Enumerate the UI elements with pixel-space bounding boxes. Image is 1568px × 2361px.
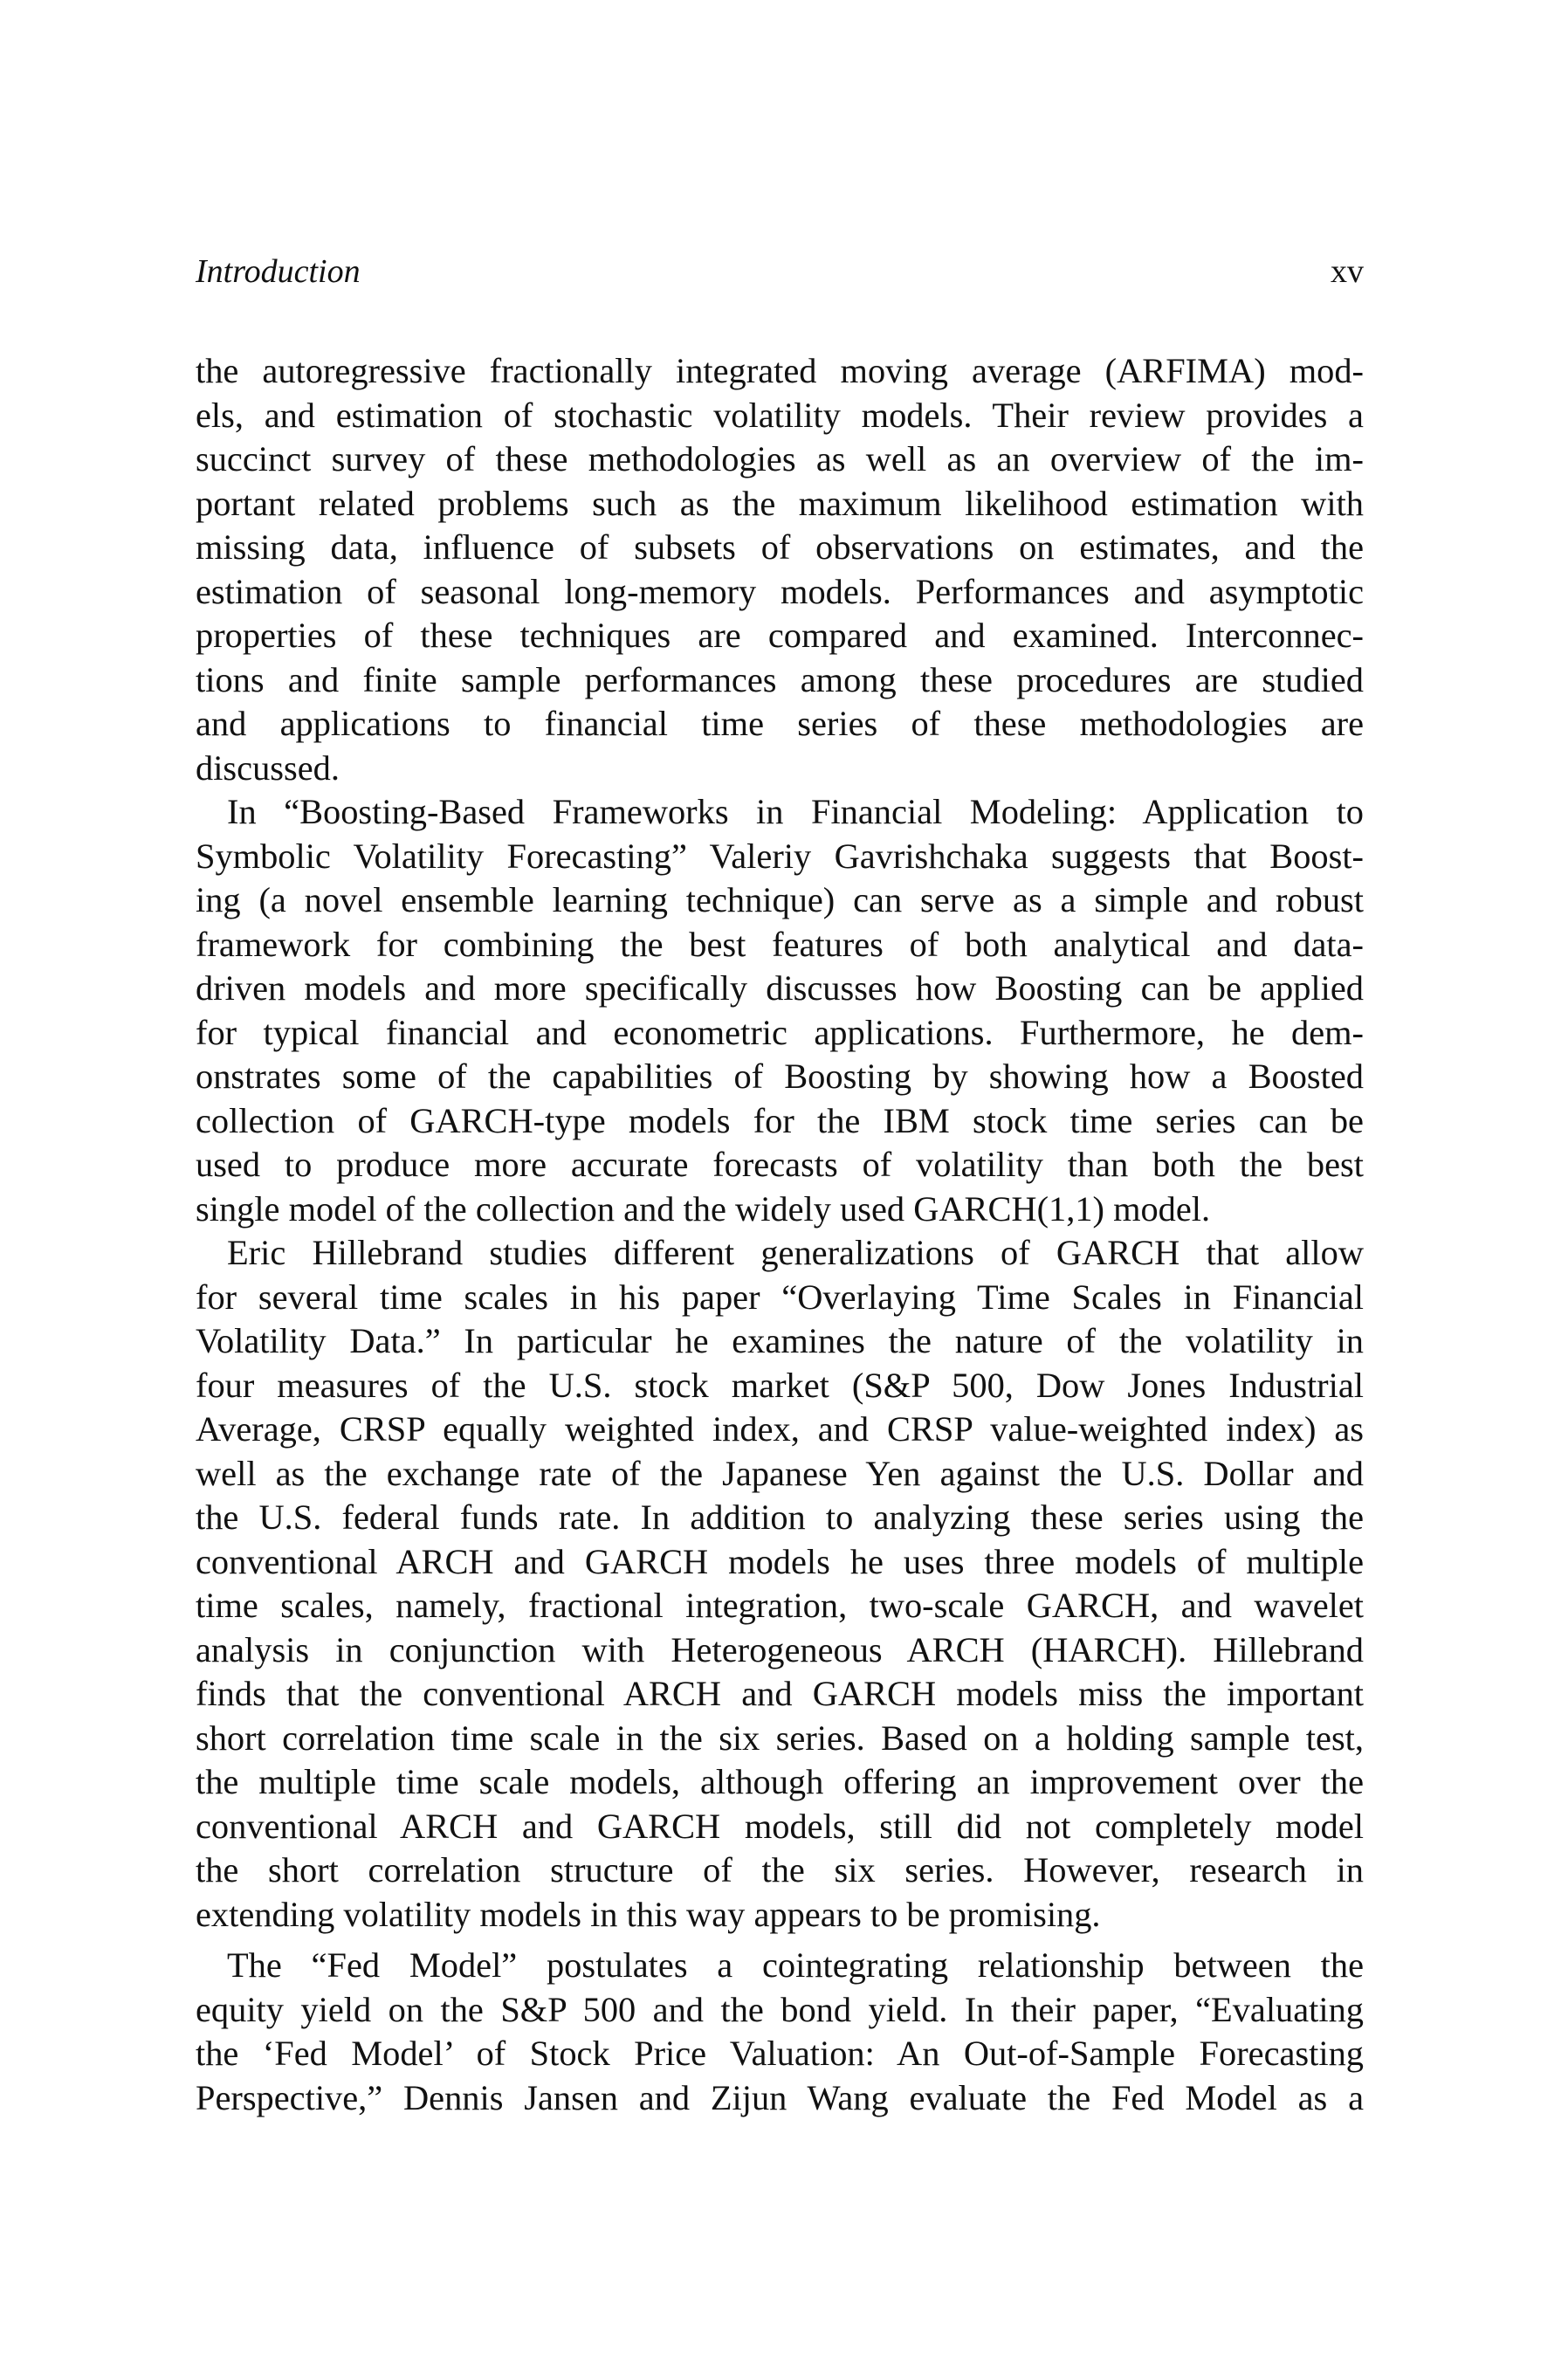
text-line: and applications to financial time series of these methodologies are [196, 704, 1364, 743]
text-line: The “Fed Model” postulates a cointegrating relationship between the [227, 1945, 1364, 1985]
text-line: succinct survey of these methodologies as well as an overview of the im- [196, 439, 1364, 478]
text-line: discussed. [196, 747, 340, 788]
text-line: finds that the conventional ARCH and GARCH models miss the important [196, 1674, 1364, 1713]
text-line: portant related problems such as the maximum likelihood estimation with [196, 483, 1364, 523]
text-line: Perspective,” Dennis Jansen and Zijun Wang evaluate the Fed Model as a [196, 2077, 1364, 2117]
page-number: xv [1331, 253, 1364, 290]
text-line: tions and finite sample performances among these procedures are studied [196, 659, 1364, 699]
text-line: the U.S. federal funds rate. In addition to analyzing these series using the [196, 1497, 1364, 1537]
text-line: driven models and more specifically discusses how Boosting can be applied [196, 968, 1364, 1008]
text-line: collection of GARCH-type models for the IBM stock time series can be [196, 1100, 1364, 1140]
text-line: In “Boosting-Based Frameworks in Financial Modeling: Application to [227, 792, 1364, 831]
text-line: for typical financial and econometric applications. Furthermore, he dem- [196, 1012, 1364, 1052]
paragraph-boosting [196, 790, 1364, 1231]
text-line: conventional ARCH and GARCH models, still did not completely model [196, 1806, 1364, 1846]
running-title: Introduction [196, 253, 361, 290]
text-line: missing data, influence of subsets of observations on estimates, and the [196, 527, 1364, 567]
text-line: equity yield on the S&P 500 and the bond yield. In their paper, “Evaluating [196, 1989, 1364, 2029]
text-line: ing (a novel ensemble learning technique) can serve as a simple and robust [196, 880, 1364, 919]
text-line: framework for combining the best features of both analytical and data- [196, 924, 1364, 964]
paragraph-time-scales [196, 1231, 1364, 1937]
paragraph-fed-model [196, 1944, 1364, 2120]
text-line: extending volatility models in this way appears to be promising. [196, 1894, 1101, 1934]
text-line: four measures of the U.S. stock market (S&P 500, Dow Jones Industrial [196, 1365, 1364, 1405]
text-line: short correlation time scale in the six series. Based on a holding sample test, [196, 1717, 1364, 1758]
text-line: Symbolic Volatility Forecasting” Valeriy Gavrishchaka suggests that Boost- [196, 836, 1364, 876]
text-line: estimation of seasonal long-memory models. Performances and asymptotic [196, 571, 1364, 611]
text-line: well as the exchange rate of the Japanese Yen against the U.S. Dollar and [196, 1453, 1364, 1493]
paragraph-arfima-review [196, 349, 1364, 790]
text-line: onstrates some of the capabilities of Boosting by showing how a Boosted [196, 1057, 1364, 1096]
text-line: analysis in conjunction with Heterogeneous ARCH (HARCH). Hillebrand [196, 1629, 1364, 1669]
text-line: Average, CRSP equally weighted index, and CRSP value-weighted index) as [196, 1409, 1364, 1449]
text-line: the short correlation structure of the six series. However, research in [196, 1850, 1364, 1889]
text-line: for several time scales in his paper “Overlaying Time Scales in Financial [196, 1277, 1364, 1317]
running-head [196, 250, 1364, 293]
text-line: time scales, namely, fractional integration, two-scale GARCH, and wavelet [196, 1586, 1364, 1625]
text-line: properties of these techniques are compared and examined. Interconnec- [196, 616, 1364, 655]
text-line: conventional ARCH and GARCH models he uses three models of multiple [196, 1541, 1364, 1581]
body-text [196, 349, 1364, 2120]
text-line: single model of the collection and the widely used GARCH(1,1) model. [196, 1188, 1211, 1229]
text-line: the multiple time scale models, although offering an improvement over the [196, 1762, 1364, 1801]
text-line: els, and estimation of stochastic volatility models. Their review provides a [196, 395, 1364, 435]
text-line: Volatility Data.” In particular he examines the nature of the volatility in [196, 1321, 1364, 1360]
text-line: used to produce more accurate forecasts of volatility than both the best [196, 1145, 1364, 1184]
text-line: the autoregressive fractionally integrated moving average (ARFIMA) mod- [196, 351, 1364, 390]
text-line: the ‘Fed Model’ of Stock Price Valuation: An Out-of-Sample Forecasting [196, 2034, 1364, 2073]
text-line: Eric Hillebrand studies different generalizations of GARCH that allow [227, 1233, 1364, 1272]
